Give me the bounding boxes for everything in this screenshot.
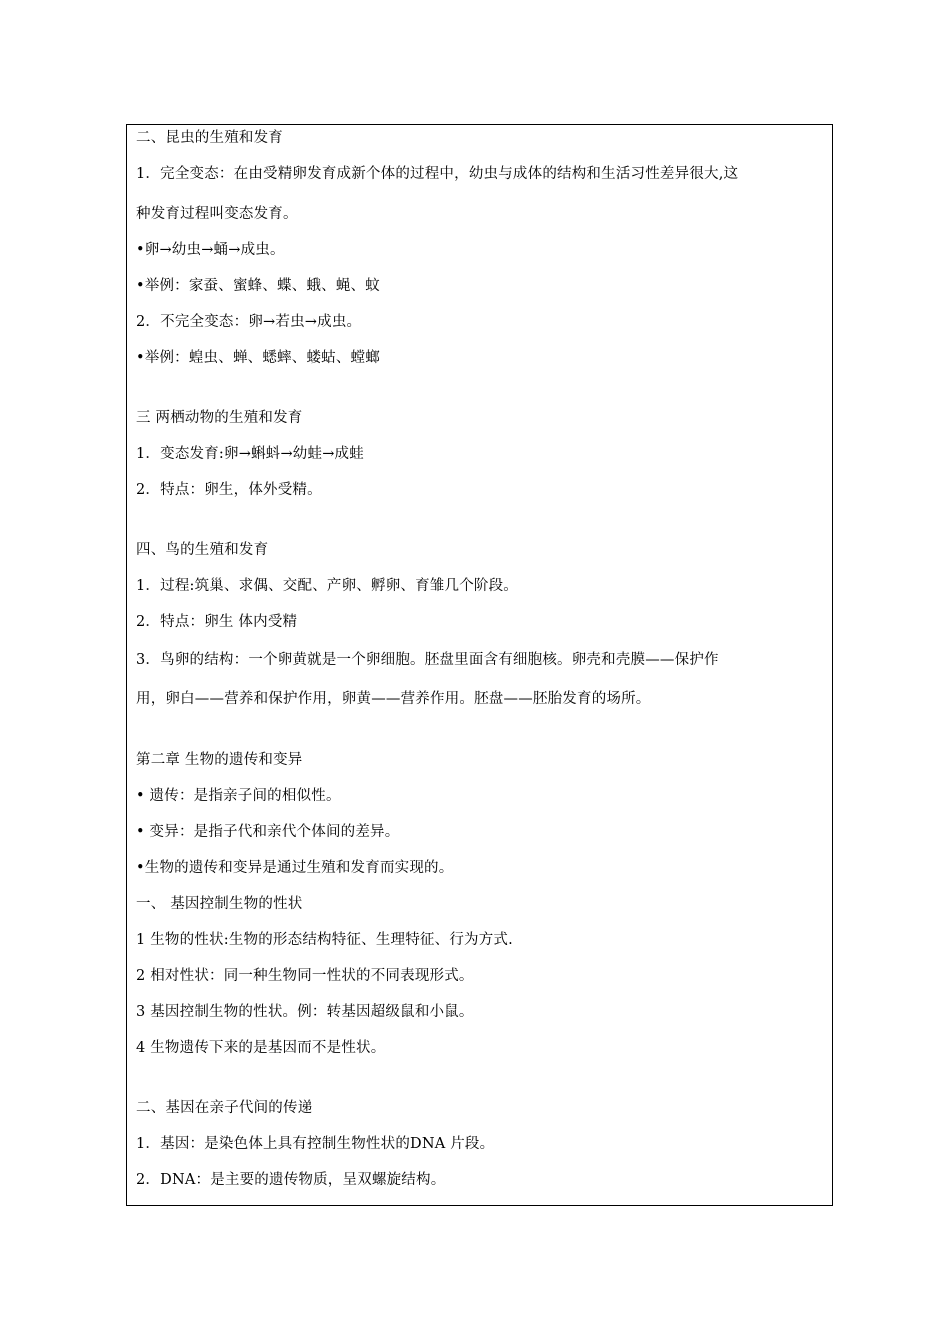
text-line: 1 生物的性状:生物的形态结构特征、生理特征、行为方式. [136,932,513,948]
text-line: 4 生物遗传下来的是基因而不是性状。 [136,1040,386,1056]
section-heading-inheritance: 二、基因在亲子代间的传递 [136,1100,313,1116]
text-line: 2．特点：卵生 体内受精 [136,614,298,630]
text-line: 用，卵白——营养和保护作用，卵黄——营养作用。胚盘——胚胎发育的场所。 [136,691,651,707]
text-line: 2．不完全变态：卵→若虫→成虫。 [136,314,362,330]
text-line: 3．鸟卵的结构：一个卵黄就是一个卵细胞。胚盘里面含有细胞核。卵壳和壳膜——保护作 [136,652,719,668]
section-heading-birds: 四、鸟的生殖和发育 [136,542,269,558]
text-line: 2 相对性状：同一种生物同一性状的不同表现形式。 [136,968,474,984]
section-heading-amphibians: 三 两栖动物的生殖和发育 [136,410,303,426]
section-heading-insects: 二、昆虫的生殖和发育 [136,130,283,146]
bullet-line: • 遗传：是指亲子间的相似性。 [136,788,341,804]
bullet-line: •生物的遗传和变异是通过生殖和发育而实现的。 [136,860,454,876]
bullet-line: •举例：家蚕、蜜蜂、蝶、蛾、蝇、蚊 [136,278,380,294]
section-heading-genes: 一、 基因控制生物的性状 [136,896,303,912]
bullet-line: •举例：蝗虫、蝉、蟋蟀、蝼蛄、螳螂 [136,350,380,366]
bullet-line: • 变异：是指子代和亲代个体间的差异。 [136,824,400,840]
text-line: 2．DNA：是主要的遗传物质，呈双螺旋结构。 [136,1172,446,1188]
text-line: 1．基因：是染色体上具有控制生物性状的DNA 片段。 [136,1136,495,1152]
text-line: 种发育过程叫变态发育。 [136,206,298,222]
text-line: 1．完全变态：在由受精卵发育成新个体的过程中，幼虫与成体的结构和生活习性差异很大,这 [136,166,739,182]
text-line: 1．过程:筑巢、求偶、交配、产卵、孵卵、育雏几个阶段。 [136,578,519,594]
chapter-heading: 第二章 生物的遗传和变异 [136,752,303,768]
text-line: 2．特点：卵生，体外受精。 [136,482,322,498]
bullet-line: •卵→幼虫→蛹→成虫。 [136,242,285,258]
text-line: 3 基因控制生物的性状。例：转基因超级鼠和小鼠。 [136,1004,474,1020]
text-line: 1．变态发育:卵→蝌蚪→幼蛙→成蛙 [136,446,364,462]
